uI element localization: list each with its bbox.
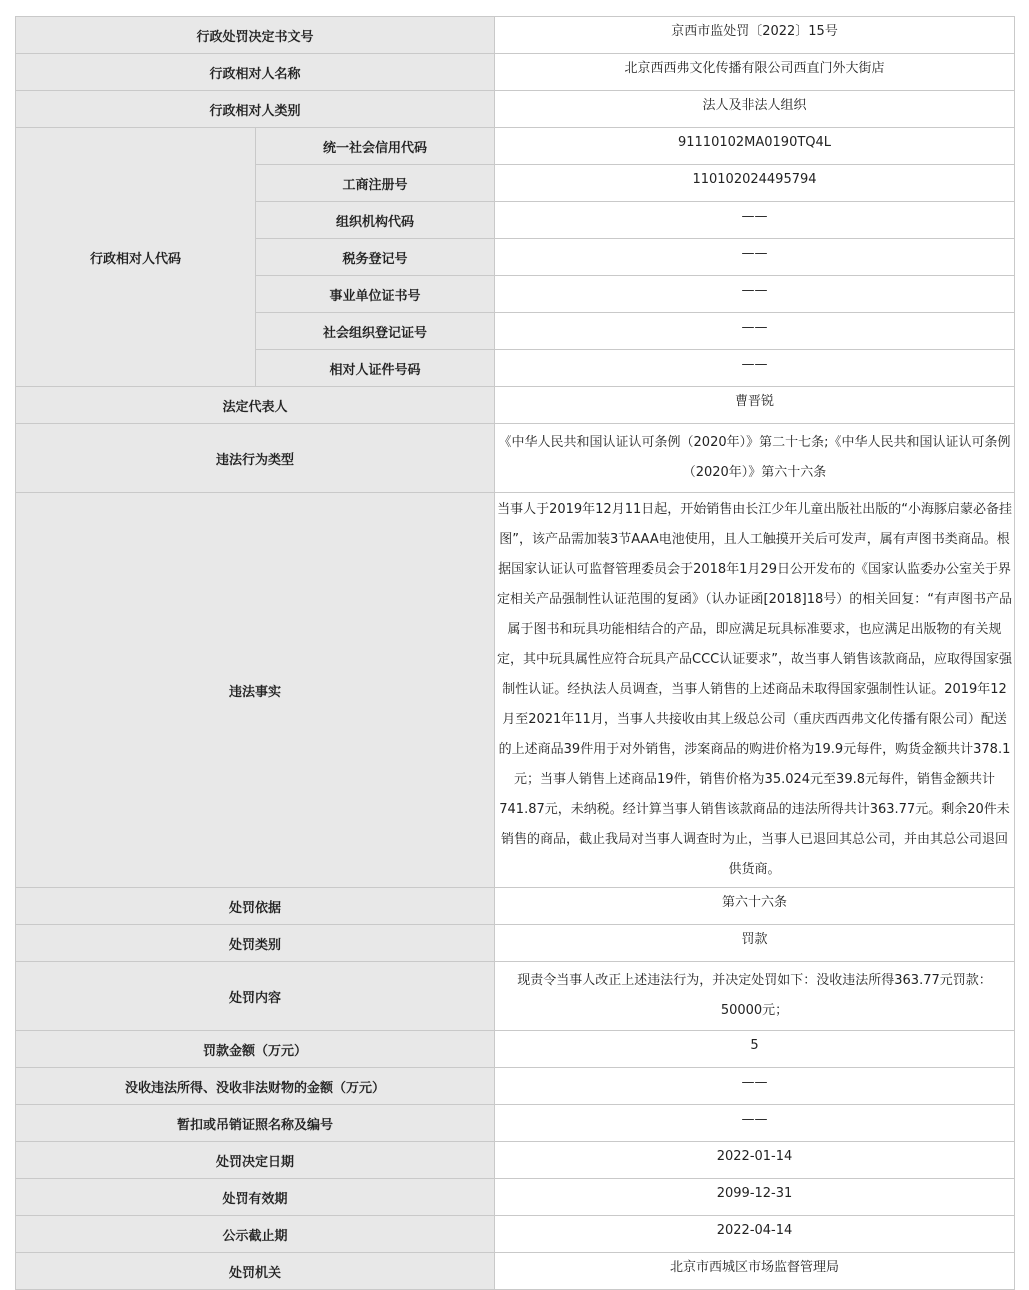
penalty-basis-label: 处罚依据 [16,888,495,925]
legal-rep-label: 法定代表人 [16,387,495,424]
confiscation-amount-label: 没收违法所得、没收非法财物的金额（万元） [16,1068,495,1105]
legal-rep-value: 曹晋锐 [495,387,1015,424]
penalty-content-label: 处罚内容 [16,962,495,1031]
row-fine-amount [16,1031,1015,1068]
valid-until-label: 处罚有效期 [16,1179,495,1216]
penalty-category-label: 处罚类别 [16,925,495,962]
confiscation-amount-value: —— [495,1068,1015,1105]
social-org-cert-value: —— [495,313,1015,350]
row-publish-end [16,1216,1015,1253]
business-reg-no-value: 110102024495794 [495,165,1015,202]
credit-code-value: 91110102MA0190TQ4L [495,128,1015,165]
fine-amount-label: 罚款金额（万元） [16,1031,495,1068]
credit-code-label: 统一社会信用代码 [256,128,495,165]
publish-end-label: 公示截止期 [16,1216,495,1253]
business-reg-no-label: 工商注册号 [256,165,495,202]
penalty-info-table-wrapper [15,16,1014,1290]
publish-end-value: 2022-04-14 [495,1216,1015,1253]
row-decision-date [16,1142,1015,1179]
tax-reg-no-value: —— [495,239,1015,276]
penalty-category-value: 罚款 [495,925,1015,962]
party-name-value: 北京西西弗文化传播有限公司西直门外大街店 [495,54,1015,91]
institution-cert-label: 事业单位证书号 [256,276,495,313]
penalty-info-table [15,16,1015,1290]
row-authority [16,1253,1015,1290]
tax-reg-no-label: 税务登记号 [256,239,495,276]
authority-label: 处罚机关 [16,1253,495,1290]
valid-until-value: 2099-12-31 [495,1179,1015,1216]
row-party-name [16,54,1015,91]
violation-facts-value: 当事人于2019年12月11日起，开始销售由长江少年儿童出版社出版的“小海豚启蒙必备挂图”，该产品需加装3节AAA电池使用，且人工触摸开关后可发声，属有声图书类商品。根据国家认证认可监督管理委员会于2018年1月29日公开发布的《国家认监委办公室关于界定相关产品强制性认证范围的复函》（认办证函[2018]18号）的相关回复：“有声图书产品属于图书和玩具功能相结合的产品，即应满足玩具标准要求，也应满足出版物的有关规定，其中玩具属性应符合玩具产品CCC认证要求”，故当事人销售该款商品，应取得国家强制性认证。经执法人员调查，当事人销售的上述商品未取得国家强制性认证。2019年12月至2021年11月，当事人共接收由其上级总公司（重庆西西弗文化传播有限公司）配送的上述商品39件用于对外销售，涉案商品的购进价格为19.9元每件，购货金额共计378.1元；当事人销售上述商品19件，销售价格为35.024元至39.8元每件，销售金额共计741.87元，未纳税。经计算当事人销售该款商品的违法所得共计363.77元。剩余20件未销售的商品，截止我局对当事人调查时为止，当事人已退回其总公司，并由其总公司退回供货商。 [495,493,1015,888]
row-violation-facts [16,493,1015,888]
decision-no-label: 行政处罚决定书文号 [16,17,495,54]
authority-value: 北京市西城区市场监督管理局 [495,1253,1015,1290]
row-credit-code [16,128,1015,165]
license-revoke-label: 暂扣或吊销证照名称及编号 [16,1105,495,1142]
org-code-label: 组织机构代码 [256,202,495,239]
violation-type-value: 《中华人民共和国认证认可条例（2020年）》第二十七条;《中华人民共和国认证认可条例（2020年）》第六十六条 [495,424,1015,493]
party-type-value: 法人及非法人组织 [495,91,1015,128]
decision-no-value: 京西市监处罚〔2022〕15号 [495,17,1015,54]
row-decision-no [16,17,1015,54]
row-legal-rep [16,387,1015,424]
org-code-value: —— [495,202,1015,239]
party-code-label: 行政相对人代码 [16,128,256,387]
row-valid-until [16,1179,1015,1216]
row-penalty-content [16,962,1015,1031]
id-number-label: 相对人证件号码 [256,350,495,387]
institution-cert-value: —— [495,276,1015,313]
row-license-revoke [16,1105,1015,1142]
decision-date-value: 2022-01-14 [495,1142,1015,1179]
violation-facts-label: 违法事实 [16,493,495,888]
id-number-value: —— [495,350,1015,387]
row-violation-type [16,424,1015,493]
row-penalty-category [16,925,1015,962]
violation-type-label: 违法行为类型 [16,424,495,493]
fine-amount-value: 5 [495,1031,1015,1068]
license-revoke-value: —— [495,1105,1015,1142]
party-type-label: 行政相对人类别 [16,91,495,128]
penalty-basis-value: 第六十六条 [495,888,1015,925]
social-org-cert-label: 社会组织登记证号 [256,313,495,350]
decision-date-label: 处罚决定日期 [16,1142,495,1179]
party-name-label: 行政相对人名称 [16,54,495,91]
row-penalty-basis [16,888,1015,925]
row-party-type [16,91,1015,128]
penalty-content-value: 现责令当事人改正上述违法行为，并决定处罚如下：没收违法所得363.77元罚款：50000元； [495,962,1015,1031]
row-confiscation-amount [16,1068,1015,1105]
